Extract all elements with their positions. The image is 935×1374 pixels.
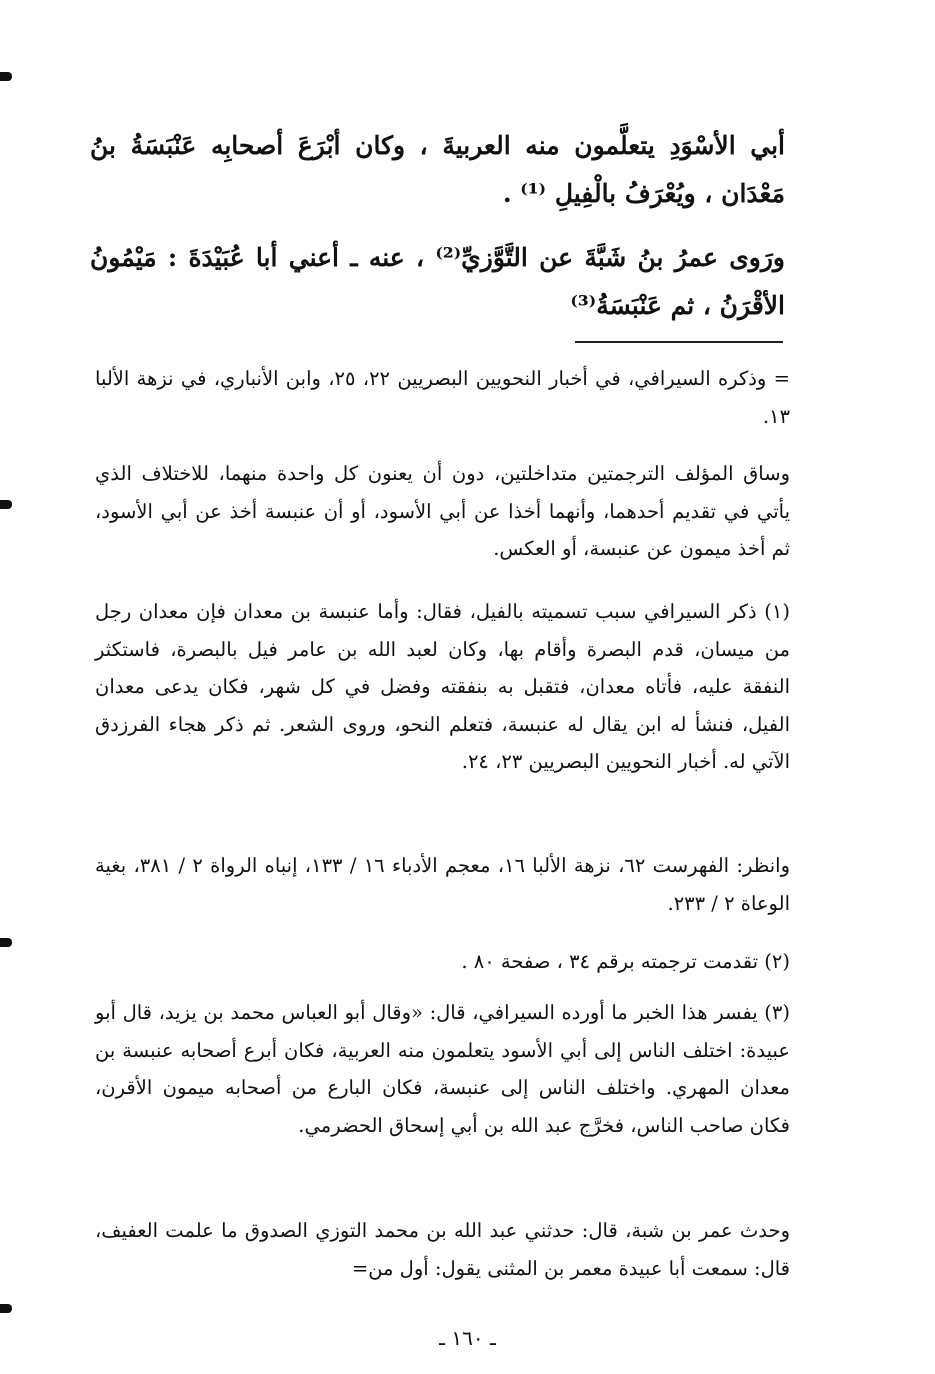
main-paragraph-1: أبي الأسْوَدِ يتعلَّمون منه العربيةَ ، وكان أبْرَعَ أصحابِه عَنْبَسَةُ بنُ مَعْدَان ، ويُعْرَفُ بالْفِيلِ ⁽¹⁾ . — [90, 131, 785, 208]
footnote-continuation-1: = وذكره السيرافي، في أخبار النحويين البصريين ٢٢، ٢٥، وابن الأنباري، في نزهة الألبا ١٣. — [95, 367, 790, 428]
scan-edge-mark — [0, 72, 12, 81]
footnote-3: (٣) يفسر هذا الخبر ما أورده السيرافي، قال: «وقال أبو العباس محمد بن يزيد، قال أبو عبيدة: اختلف الناس إلى أبي الأسود يتعلمون منه العربية، فكان أبرع أصحابه عنبسة بن معدان المهري. واختلف الناس إلى عنبسة، فكان البارع من أصحابه ميمون الأقرن، فكان صاحب الناس، فخرَّج عبد الله بن أبي إسحاق الحضرمي. — [95, 1001, 790, 1137]
footnote-1: (١) ذكر السيرافي سبب تسميته بالفيل، فقال: وأما عنبسة بن معدان فإن معدان رجل من ميسان، قدم البصرة وأقام بها، وكان لعبد الله بن عامر فيل بالبصرة، فاستكثر النفقة عليه، فأتاه معدان، فتقبل به بنفقته وفضل في كل شهر، فكان يدعى معدان الفيل، فنشأ له ابن يقال له عنبسة، فتعلم النحو، وروى الشعر. ثم ذكر هجاء الفرزدق الآتي له. أخبار النحويين البصريين ٢٣، ٢٤. — [95, 600, 790, 773]
footnote-1-references: وانظر: الفهرست ٦٢، نزهة الألبا ١٦، معجم الأدباء ١٦ / ١٣٣، إنباه الرواة ٢ / ٣٨١، بغية الوعاة ٢ / ٢٣٣. — [95, 854, 790, 915]
footnote-separator — [575, 341, 783, 343]
footnote-2: (٢) تقدمت ترجمته برقم ٣٤ ، صفحة ٨٠ . — [461, 950, 790, 973]
page-number: ـ ١٦٠ ـ — [439, 1326, 496, 1350]
scan-edge-mark — [0, 500, 12, 509]
scan-edge-mark — [0, 1304, 12, 1313]
footnote-continuation-2: وساق المؤلف الترجمتين متداخلتين، دون أن يعنون كل واحدة منهما، للاختلاف الذي يأتي في تقديم أحدهما، وأنهما أخذا عن أبي الأسود، أو أن عنبسة أخذ عن أبي الأسود، ثم أخذ ميمون عن عنبسة، أو العكس. — [95, 462, 790, 560]
main-paragraph-2: ورَوى عمرُ بنُ شَبَّةَ عن التَّوَّزيِّ⁽²⁾ ، عنه ـ أعني أبا عُبَيْدَةَ : مَيْمُونُ الأقْرَنُ ، ثم عَنْبَسَةُ⁽³⁾ — [90, 243, 785, 320]
footnote-3-continuation: وحدث عمر بن شبة، قال: حدثني عبد الله بن محمد التوزي الصدوق ما علمت العفيف، قال: سمعت أبا عبيدة معمر بن المثنى يقول: أول من= — [95, 1219, 790, 1280]
scan-edge-mark — [0, 938, 12, 947]
